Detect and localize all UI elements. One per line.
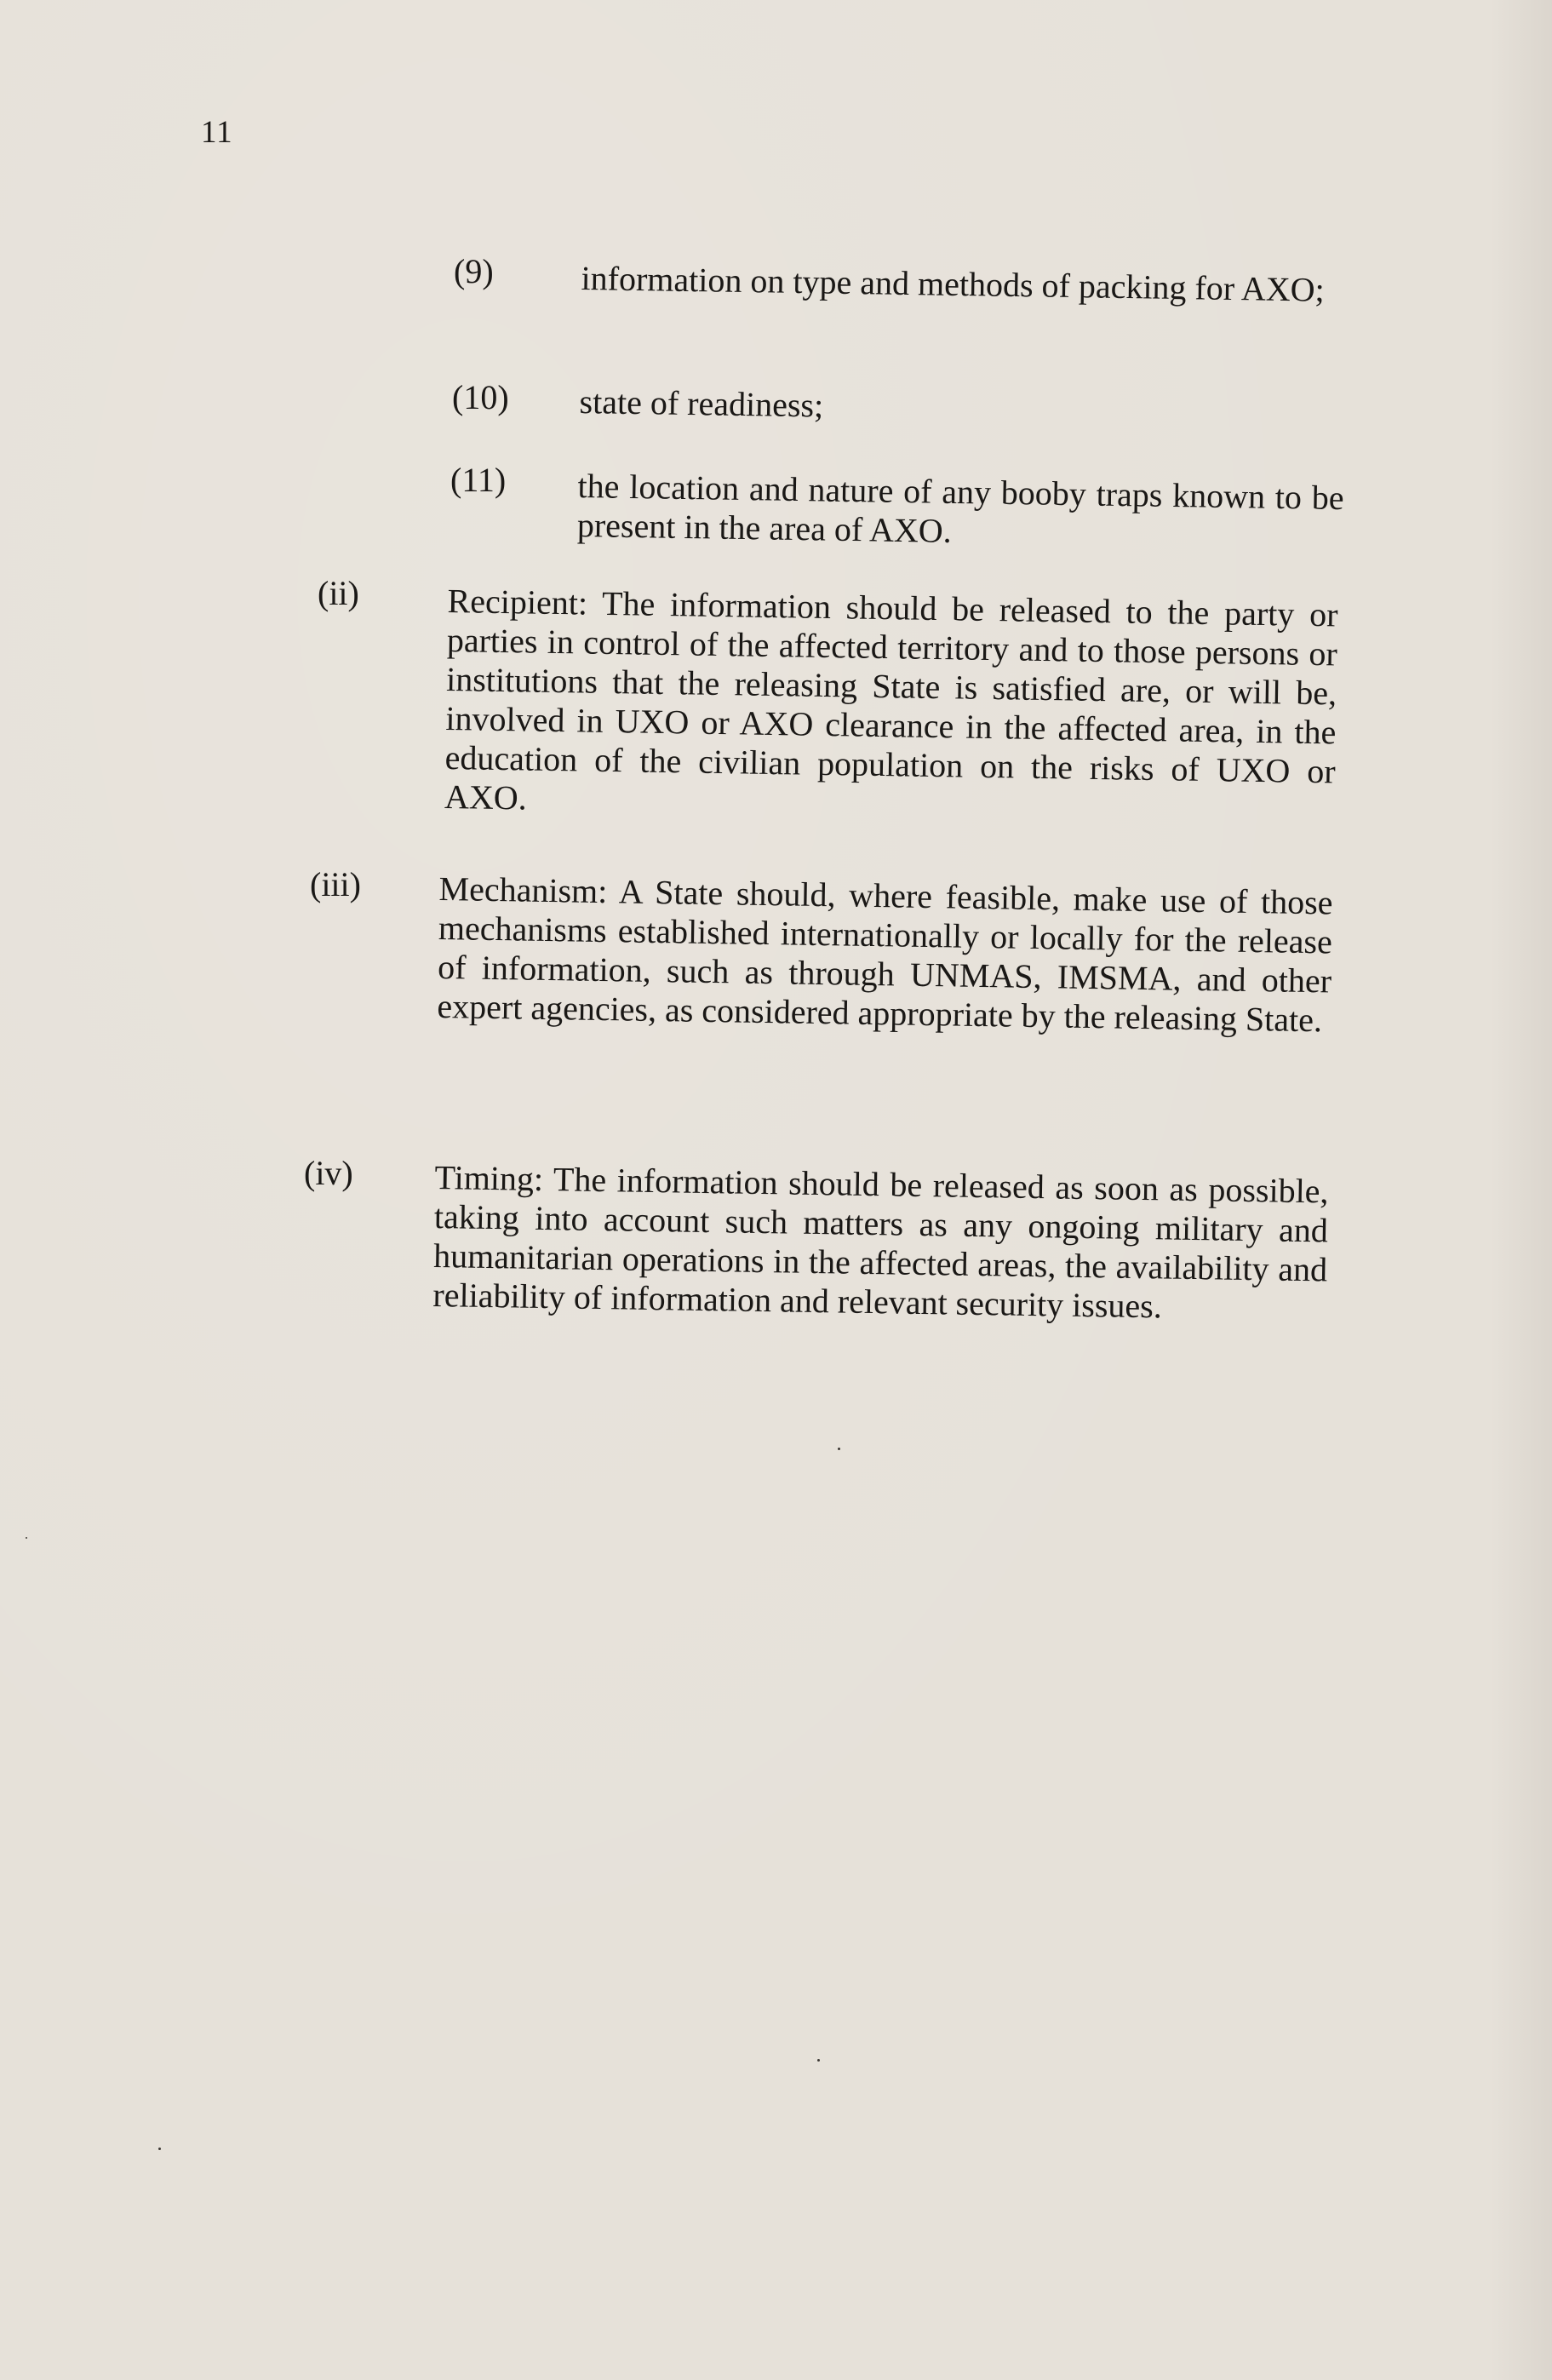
scan-speck [26, 1537, 27, 1539]
sub-item-text: state of readiness; [579, 382, 824, 425]
item-marker: (ii) [318, 574, 359, 612]
scan-speck [838, 1448, 840, 1450]
sub-item-marker: (11) [450, 461, 507, 499]
scan-speck [817, 2059, 820, 2062]
item-text: Recipient: The information should be released to the party or parties in control of the affected territory and to those persons or institutions that the releasing State is satisfied are, or will be, involved in UXO or AXO clearance in the affected area, in the education of the civilian population on the risks of UXO or AXO. [444, 582, 1338, 817]
item-marker: (iii) [310, 865, 361, 903]
page-number: 11 [201, 115, 233, 150]
sub-item-text: information on type and methods of packing for AXO; [581, 259, 1326, 309]
sub-item-text: the location and nature of any booby traps known to be present in the area of AXO. [576, 467, 1344, 550]
item-text: Mechanism: A State should, where feasible, make use of those mechanisms established internationally or locally for the release of information, such as through UNMAS, IMSMA, and other expert agencies, as considered appropriate by the releasing State. [437, 869, 1333, 1040]
sub-item-marker: (10) [452, 378, 509, 416]
scan-speck [158, 2148, 161, 2150]
sub-item-marker: (9) [454, 252, 494, 290]
item-text: Timing: The information should be released as soon as possible, taking into account such matters as any ongoing military and humanitarian operations in the affected areas, the availability and reliability of information and relevant security issues. [432, 1158, 1329, 1326]
item-marker: (iv) [304, 1154, 353, 1192]
